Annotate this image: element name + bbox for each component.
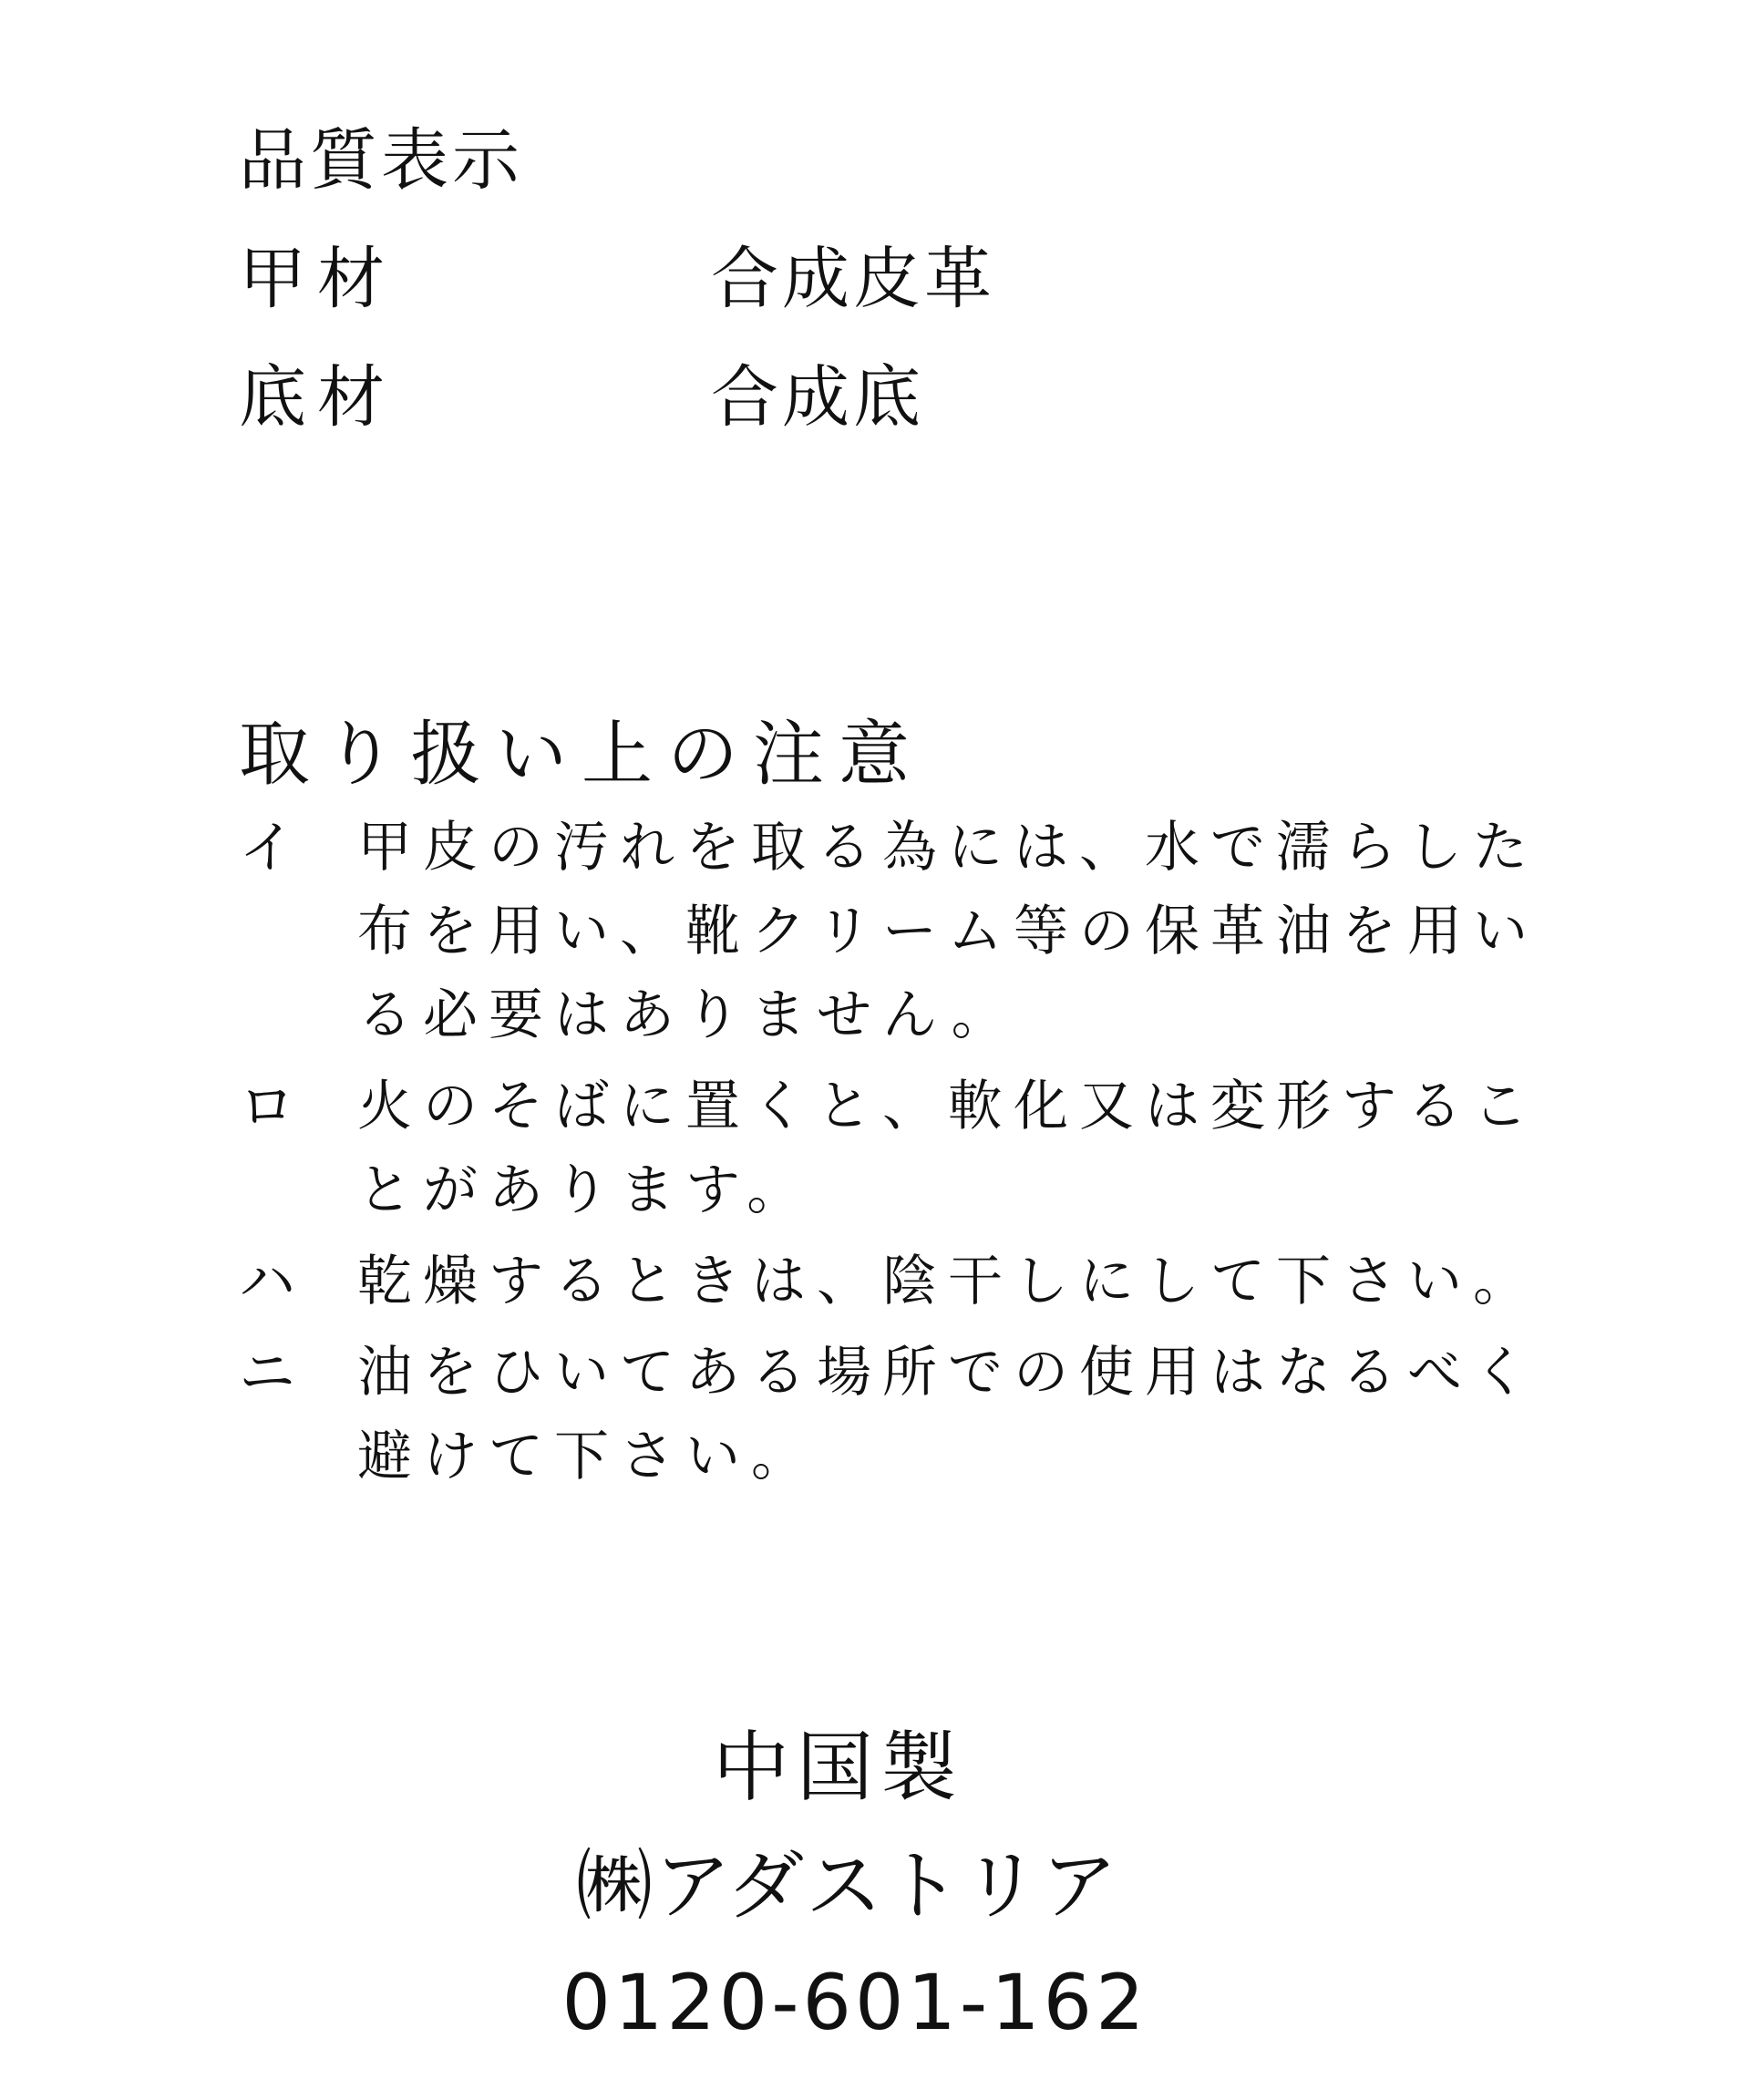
care-item-i-line-2: 布を用い、靴クリーム等の保革油を用い: [357, 900, 1539, 963]
care-item-marker-ha: ハ: [239, 1248, 296, 1314]
care-item-marker-i: イ: [239, 814, 296, 880]
care-item-ro-line-1: 火のそばに置くと、軟化又は変形するこ: [357, 1075, 1539, 1138]
upper-material-value: 合成皮革: [711, 240, 995, 318]
quality-title: 品質表示: [239, 121, 523, 200]
care-title: 取り扱い上の注意: [239, 714, 925, 796]
sole-material-value: 合成底: [711, 358, 924, 437]
country-of-origin: 中国製: [712, 1723, 964, 1812]
care-item-ni-line-1: 油をひいてある場所での使用はなるべく: [357, 1341, 1539, 1405]
phone-number: 0120-601-162: [561, 1958, 1148, 2047]
care-item-i-line-1: 甲皮の汚れを取る為には、水で濡らした: [357, 816, 1539, 880]
care-item-ha-line-1: 乾燥するときは、陰干しにして下さい。: [357, 1250, 1539, 1313]
care-item-ni-line-2: 避けて下さい。: [357, 1425, 817, 1488]
upper-material-label: 甲材: [239, 240, 396, 318]
company-name: ㈱アダストリア: [575, 1841, 1120, 1930]
care-item-marker-ni: ニ: [239, 1339, 296, 1405]
care-item-i-line-3: る必要はありません。: [357, 983, 1017, 1047]
care-item-ro-line-2: とがあります。: [357, 1158, 813, 1222]
sole-material-label: 底材: [239, 358, 396, 437]
care-item-marker-ro: ロ: [239, 1073, 296, 1139]
